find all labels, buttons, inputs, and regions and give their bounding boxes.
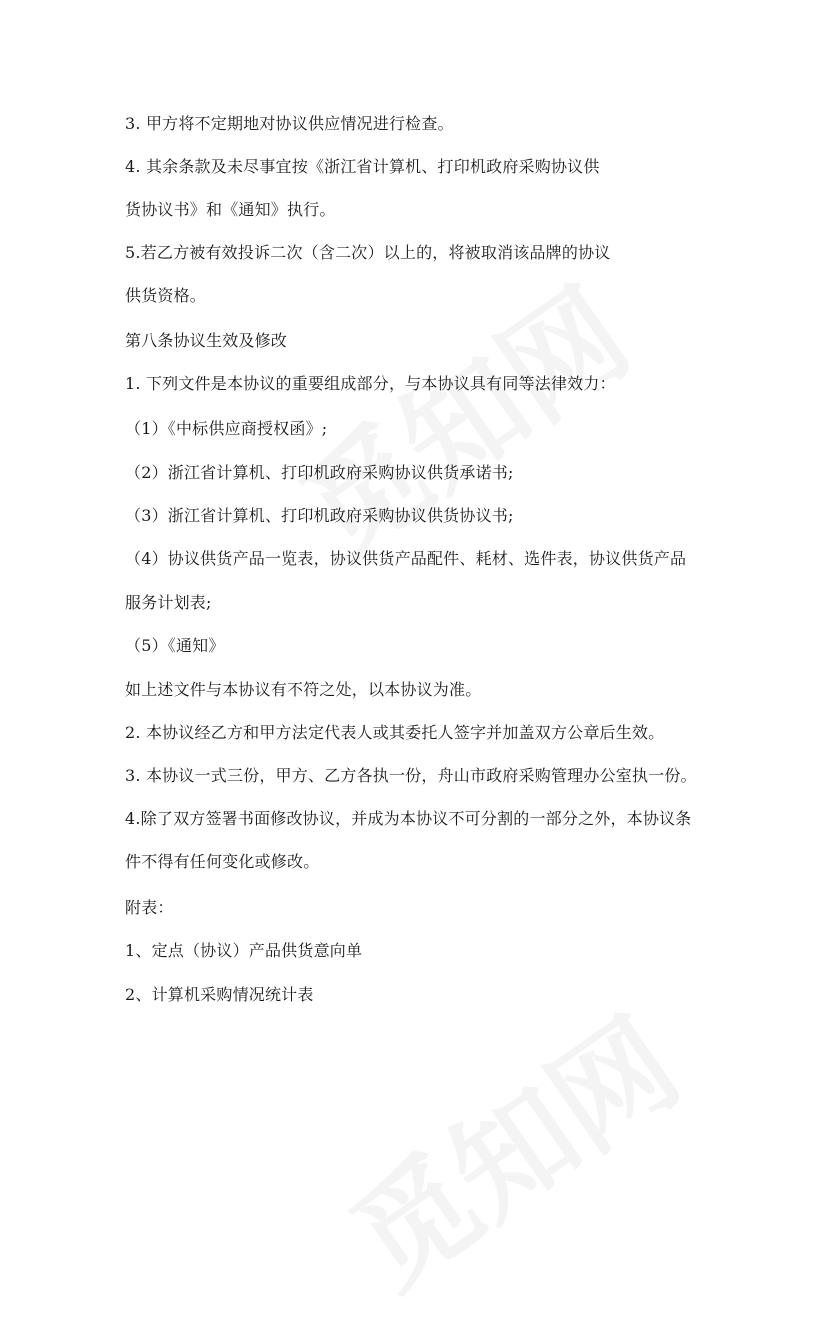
clause-1-documents: 1. 下列文件是本协议的重要组成部分，与本协议具有同等法律效力： bbox=[125, 374, 616, 393]
clause-3-inspection: 3. 甲方将不定期地对协议供应情况进行检查。 bbox=[125, 114, 454, 133]
clause-5-complaints: 5.若乙方被有效投诉二次（含二次）以上的，将被取消该品牌的协议 bbox=[125, 243, 611, 262]
list-item-2: （2）浙江省计算机、打印机政府采购协议供货承诺书; bbox=[125, 463, 514, 482]
watermark bbox=[313, 972, 707, 1319]
clause-3-copies: 3. 本协议一式三份，甲方、乙方各执一份，舟山市政府采购管理办公室执一份。 bbox=[125, 766, 697, 785]
appendix-heading: 附表： bbox=[125, 898, 174, 917]
list-item-5: （5）《通知》 bbox=[125, 636, 225, 655]
clause-4-modification: 4.除了双方签署书面修改协议，并成为本协议不可分割的一部分之外，本协议条 bbox=[125, 809, 692, 828]
appendix-item-2: 2、计算机采购情况统计表 bbox=[125, 985, 314, 1004]
section-heading-article-8: 第八条协议生效及修改 bbox=[125, 331, 288, 350]
list-item-4: （4）协议供货产品一览表，协议供货产品配件、耗材、选件表，协议供货产品 bbox=[125, 549, 687, 568]
appendix-item-1: 1、定点（协议）产品供货意向单 bbox=[125, 941, 363, 960]
watermark bbox=[263, 242, 657, 589]
clause-4-remaining-terms-cont: 货协议书》和《通知》执行。 bbox=[125, 200, 336, 219]
list-item-1: （1）《中标供应商授权函》; bbox=[125, 419, 328, 438]
clause-2-effective: 2. 本协议经乙方和甲方法定代表人或其委托人签字并加盖双方公章后生效。 bbox=[125, 723, 665, 742]
clause-4-modification-cont: 件不得有任何变化或修改。 bbox=[125, 852, 320, 871]
clause-5-complaints-cont: 供货资格。 bbox=[125, 286, 207, 305]
list-item-4-cont: 服务计划表; bbox=[125, 593, 212, 612]
list-item-3: （3）浙江省计算机、打印机政府采购协议供货协议书; bbox=[125, 506, 514, 525]
clause-4-remaining-terms: 4. 其余条款及未尽事宜按《浙江省计算机、打印机政府采购协议供 bbox=[125, 157, 600, 176]
precedence-note: 如上述文件与本协议有不符之处，以本协议为准。 bbox=[125, 680, 482, 699]
